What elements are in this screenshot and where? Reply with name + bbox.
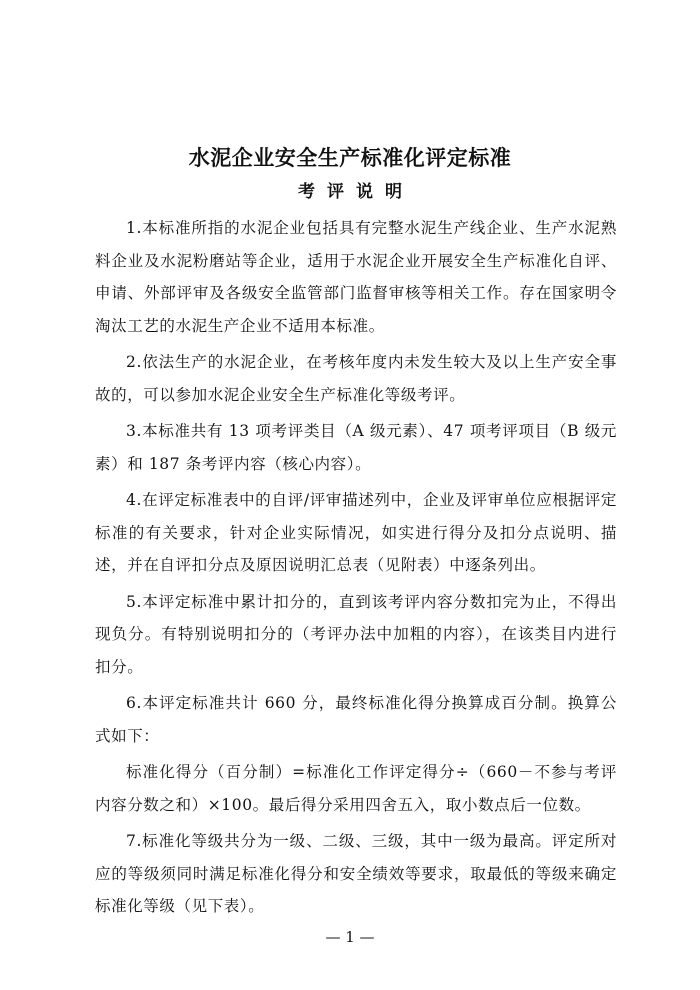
- document-title: 水泥企业安全生产标准化评定标准: [188, 146, 512, 170]
- document-subtitle: 考评说明: [298, 182, 414, 202]
- paragraph-2: 2.依法生产的水泥企业，在考核年度内未发生较大及以上生产安全事故的，可以参加水泥企业安全生产标准化等级考评。: [95, 353, 617, 404]
- paragraph-5: 5.本评定标准中累计扣分的，直到该考评内容分数扣完为止，不得出现负分。有特别说明扣分的（考评办法中加粗的内容），在该类目内进行扣分。: [95, 592, 617, 676]
- paragraph-3: 3.本标准共有 13 项考评类目（A 级元素）、47 项考评项目（B 级元素）和 187 条考评内容（核心内容）。: [95, 422, 617, 473]
- page-number: — 1 —: [325, 928, 375, 946]
- paragraph-1: 1.本标准所指的水泥企业包括具有完整水泥生产线企业、生产水泥熟料企业及水泥粉磨站等企业，适用于水泥企业开展安全生产标准化自评、申请、外部评审及各级安全监管部门监督审核等相关工作。存在国家明令淘汰工艺的水泥生产企业不适用本标准。: [95, 219, 617, 335]
- document-body: [95, 212, 617, 927]
- paragraph-4: 4.在评定标准表中的自评/评审描述列中，企业及评审单位应根据评定标准的有关要求，针对企业实际情况，如实进行得分及扣分点说明、描述，并在自评扣分点及原因说明汇总表（见附表）中逐条列出。: [95, 491, 617, 574]
- paragraph-6: 6.本评定标准共计 660 分，最终标准化得分换算成百分制。换算公式如下：: [95, 694, 617, 745]
- formula-paragraph: 标准化得分（百分制）=标准化工作评定得分÷（660－不参与考评内容分数之和）×100。最后得分采用四舍五入，取小数点后一位数。: [95, 763, 617, 814]
- paragraph-7: 7.标准化等级共分为一级、二级、三级，其中一级为最高。评定所对应的等级须同时满足标准化得分和安全绩效等要求，取最低的等级来确定标准化等级（见下表）。: [95, 832, 617, 915]
